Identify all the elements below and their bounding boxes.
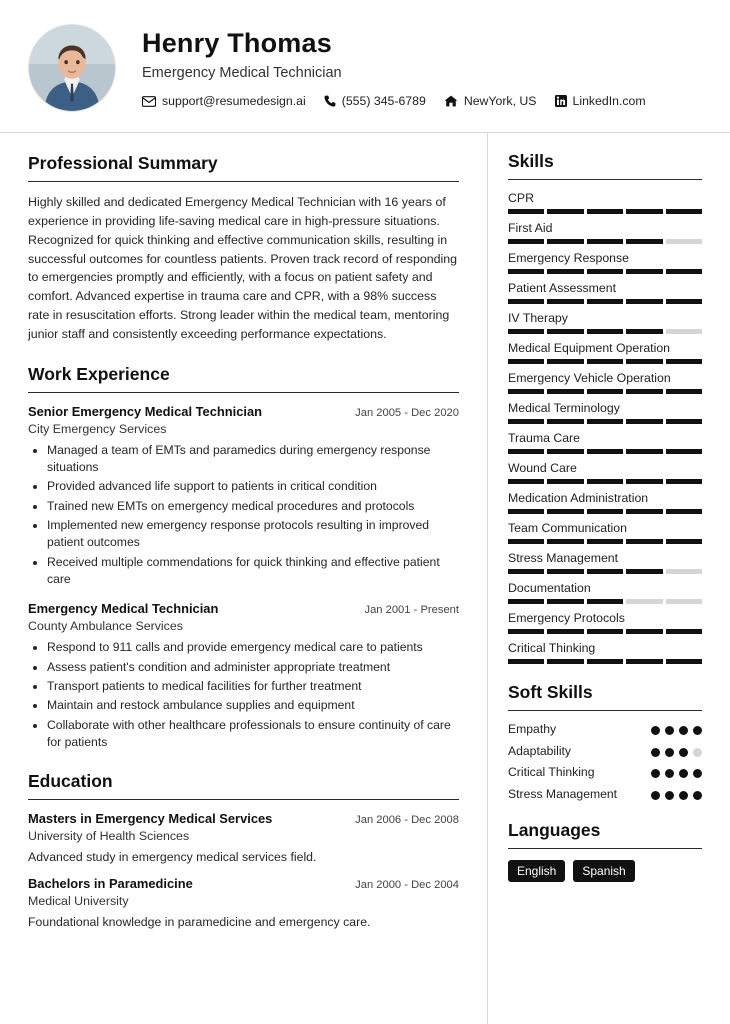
skill-name: First Aid [508,221,553,235]
skill-name: Medical Equipment Operation [508,341,670,355]
skill-level-segment [508,449,544,454]
list-item: • Trained new EMTs on emergency medical procedures and protocols [47,498,459,515]
skill-level-bar [508,599,702,604]
skill-level-bar [508,359,702,364]
list-item: • Respond to 911 calls and provide emergency medical care to patients [47,639,459,656]
skill-level-segment [626,239,662,244]
skill-level-segment [626,659,662,664]
soft-skill-name: Adaptability [508,743,572,758]
skill-level-segment [547,659,583,664]
skill-level-bar [508,509,702,514]
skill-name: CPR [508,191,534,205]
skill-level-bar [508,479,702,484]
skill-level-segment [547,569,583,574]
contact-location-text: NewYork, US [463,94,537,109]
skill-level-segment [508,539,544,544]
skill-name: Medication Administration [508,491,649,505]
section-title-soft-skills: Soft Skills [508,682,702,711]
list-item: • Received multiple commendations for quick thinking and effective patient care [47,554,459,589]
skill-level-segment [508,599,544,604]
contact-phone[interactable] [324,94,426,108]
skill-level-segment [547,449,583,454]
list-item: • Transport patients to medical facilities for further treatment [47,678,459,695]
skill-level-segment [547,269,583,274]
rating-dot [651,769,660,778]
rating-dot [693,791,702,800]
skill-level-segment [547,329,583,334]
skill-level-segment [508,509,544,514]
experience-bullets [28,639,459,751]
soft-skill-name: Critical Thinking [508,765,595,780]
skill-level-segment [587,329,623,334]
education-school: Medical University [28,894,129,909]
main-column [0,133,487,1024]
experience-dates: Jan 2001 - Present [364,604,459,617]
skill-name: Emergency Protocols [508,611,625,625]
contact-row [142,94,646,108]
education-dates: Jan 2006 - Dec 2008 [355,814,459,827]
skill-level-segment [547,209,583,214]
skill-level-bar [508,269,702,274]
skill-level-bar [508,659,702,664]
rating-dot [665,748,674,757]
skill-level-segment [626,449,662,454]
language-chip: English [508,860,565,882]
skill-level-segment [626,479,662,484]
education-dates: Jan 2000 - Dec 2004 [355,879,459,892]
experience-role: Emergency Medical Technician [28,601,219,617]
skill-level-segment [508,269,544,274]
skill-name: Documentation [508,581,591,595]
contact-location[interactable] [444,94,537,108]
resume-body [0,133,730,1024]
contact-email[interactable] [142,94,306,108]
skill-level-segment [547,239,583,244]
skill-level-segment [666,299,702,304]
skill-level-segment [587,539,623,544]
skill-level-bar [508,629,702,634]
education-description: Foundational knowledge in paramedicine and emergency care. [28,915,371,930]
skill-level-segment [547,479,583,484]
skill-level-segment [587,389,623,394]
skill-level-segment [626,389,662,394]
skill-item [508,431,702,454]
rating-dot [679,791,688,800]
skill-item [508,461,702,484]
skill-item [508,491,702,514]
skill-level-segment [626,329,662,334]
skill-item [508,311,702,334]
skill-item [508,611,702,634]
home-icon [444,95,458,107]
skill-level-segment [508,389,544,394]
contact-phone-text: (555) 345-6789 [341,94,426,109]
rating-dot [651,726,660,735]
skill-level-segment [587,479,623,484]
skill-level-segment [666,599,702,604]
rating-dot [679,726,688,735]
skill-name: Critical Thinking [508,641,596,655]
header-text-block [142,28,646,108]
skill-level-segment [587,269,623,274]
section-title-education: Education [28,771,459,800]
skill-level-segment [508,299,544,304]
skill-level-segment [508,419,544,424]
rating-dot [693,769,702,778]
education-degree: Bachelors in Paramedicine [28,876,193,892]
experience-role: Senior Emergency Medical Technician [28,403,263,419]
skill-level-segment [666,659,702,664]
list-item: • Maintain and restock ambulance supplies and equipment [47,697,459,714]
professional-summary-text: Highly skilled and dedicated Emergency Medical Technician with 16 years of experience in providing life-saving medical care in high-pressure situations. Recognized for quick thinking and effective communication skills, resulting in successful outcomes for countless patients. Proven track record of responding to emergencies promptly and efficiently, with a focus on patient safety and comfort. Advanced expertise in trauma care and CPR, with a 98% success rate in resuscitation efforts. Strong leader within the medical team, mentoring junior staff and consistently exceeding performance expectations. [28,195,458,341]
skill-name: IV Therapy [508,311,568,325]
soft-skill-rating [651,722,702,735]
skill-level-segment [547,629,583,634]
education-item [28,876,459,929]
skill-level-segment [547,539,583,544]
skill-level-segment [547,299,583,304]
skill-level-segment [587,569,623,574]
experience-header [28,404,459,419]
skill-level-segment [666,629,702,634]
skill-level-segment [626,629,662,634]
soft-skill-rating [651,787,702,800]
avatar-photo-icon [29,25,115,111]
skill-level-segment [626,209,662,214]
language-chip: Spanish [573,860,634,882]
skill-name: Wound Care [508,461,577,475]
skill-level-bar [508,569,702,574]
skill-level-segment [626,269,662,274]
skill-level-segment [626,509,662,514]
skill-item [508,191,702,214]
list-item: • Provided advanced life support to patients in critical condition [47,478,459,495]
education-item [28,811,459,864]
skill-level-segment [587,359,623,364]
education-header [28,811,459,826]
soft-skill-item [508,765,702,781]
skill-name: Patient Assessment [508,281,616,295]
soft-skill-rating [651,765,702,778]
skill-level-segment [508,659,544,664]
skill-item [508,341,702,364]
skill-level-segment [666,389,702,394]
skill-level-segment [666,539,702,544]
experience-dates: Jan 2005 - Dec 2020 [355,406,459,419]
rating-dot [693,748,702,757]
skill-level-segment [666,239,702,244]
skill-item [508,581,702,604]
education-degree: Masters in Emergency Medical Services [28,811,273,827]
linkedin-icon [555,95,567,107]
education-header [28,876,459,891]
soft-skill-item [508,744,702,760]
skill-level-segment [547,509,583,514]
skill-level-segment [666,209,702,214]
soft-skills-list [508,722,702,802]
header-job-title: Emergency Medical Technician [142,65,342,82]
skill-level-segment [666,449,702,454]
soft-skill-name: Stress Management [508,786,618,801]
rating-dot [679,748,688,757]
experience-header [28,601,459,616]
rating-dot [651,791,660,800]
contact-email-text: support@resumedesign.ai [162,94,306,109]
rating-dot [665,769,674,778]
experience-company: County Ambulance Services [28,619,183,634]
soft-skill-rating [651,744,702,757]
skill-level-segment [587,659,623,664]
phone-icon [324,95,336,108]
skill-name: Emergency Response [508,251,629,265]
skill-level-bar [508,539,702,544]
skill-name: Emergency Vehicle Operation [508,371,671,385]
skill-level-segment [666,479,702,484]
skills-list [508,191,702,664]
skill-item [508,281,702,304]
skill-level-segment [587,629,623,634]
skill-level-segment [666,419,702,424]
experience-company: City Emergency Services [28,421,167,436]
experience-item [28,601,459,751]
resume-header [0,0,730,133]
skill-level-segment [587,509,623,514]
skill-item [508,551,702,574]
skill-level-segment [626,599,662,604]
skill-level-segment [587,299,623,304]
skill-level-segment [626,359,662,364]
skill-level-segment [626,419,662,424]
skill-level-segment [508,479,544,484]
skill-level-segment [587,419,623,424]
skill-level-segment [666,269,702,274]
education-description: Advanced study in emergency medical services field. [28,850,317,865]
section-title-experience: Work Experience [28,364,459,393]
section-title-skills: Skills [508,151,702,180]
skill-level-bar [508,299,702,304]
skill-level-segment [587,239,623,244]
skill-level-bar [508,329,702,334]
sidebar-column [487,133,730,1024]
skill-level-segment [666,569,702,574]
skill-level-segment [587,209,623,214]
skill-item [508,641,702,664]
skill-level-segment [547,599,583,604]
avatar [28,24,116,112]
skill-level-bar [508,419,702,424]
skill-level-segment [547,359,583,364]
skill-level-bar [508,209,702,214]
skill-name: Team Communication [508,521,627,535]
skill-name: Medical Terminology [508,401,620,415]
skill-level-segment [626,569,662,574]
skill-level-segment [587,449,623,454]
skill-level-bar [508,449,702,454]
skill-level-bar [508,389,702,394]
contact-linkedin-text: LinkedIn.com [572,94,646,109]
skill-level-segment [508,329,544,334]
languages-list [508,860,702,882]
rating-dot [693,726,702,735]
rating-dot [665,791,674,800]
list-item: • Implemented new emergency response protocols resulting in improved patient outcomes [47,517,459,552]
soft-skill-item [508,722,702,738]
list-item: • Assess patient's condition and administer appropriate treatment [47,659,459,676]
skill-item [508,521,702,544]
skill-item [508,221,702,244]
skill-level-segment [508,359,544,364]
skill-level-segment [508,569,544,574]
rating-dot [651,748,660,757]
rating-dot [679,769,688,778]
skill-item [508,371,702,394]
skill-item [508,251,702,274]
skill-level-segment [587,599,623,604]
page-title: Henry Thomas [142,27,332,58]
list-item: • Collaborate with other healthcare professionals to ensure continuity of care for patients [47,717,459,752]
section-title-languages: Languages [508,820,702,849]
skill-level-segment [508,239,544,244]
experience-bullets [28,442,459,589]
experience-item [28,404,459,589]
skill-level-segment [626,539,662,544]
skill-level-segment [626,299,662,304]
rating-dot [665,726,674,735]
skill-name: Trauma Care [508,431,580,445]
skill-name: Stress Management [508,551,619,565]
skill-level-bar [508,239,702,244]
section-title-summary: Professional Summary [28,153,459,182]
skill-item [508,401,702,424]
list-item: • Managed a team of EMTs and paramedics during emergency response situations [47,442,459,477]
skill-level-segment [547,419,583,424]
soft-skill-item [508,787,702,803]
skill-level-segment [666,359,702,364]
education-school: University of Health Sciences [28,829,190,844]
soft-skill-name: Empathy [508,722,557,736]
skill-level-segment [508,209,544,214]
skill-level-segment [508,629,544,634]
skill-level-segment [666,329,702,334]
skill-level-segment [666,509,702,514]
email-icon [142,96,156,107]
skill-level-segment [547,389,583,394]
contact-linkedin[interactable] [555,94,646,108]
